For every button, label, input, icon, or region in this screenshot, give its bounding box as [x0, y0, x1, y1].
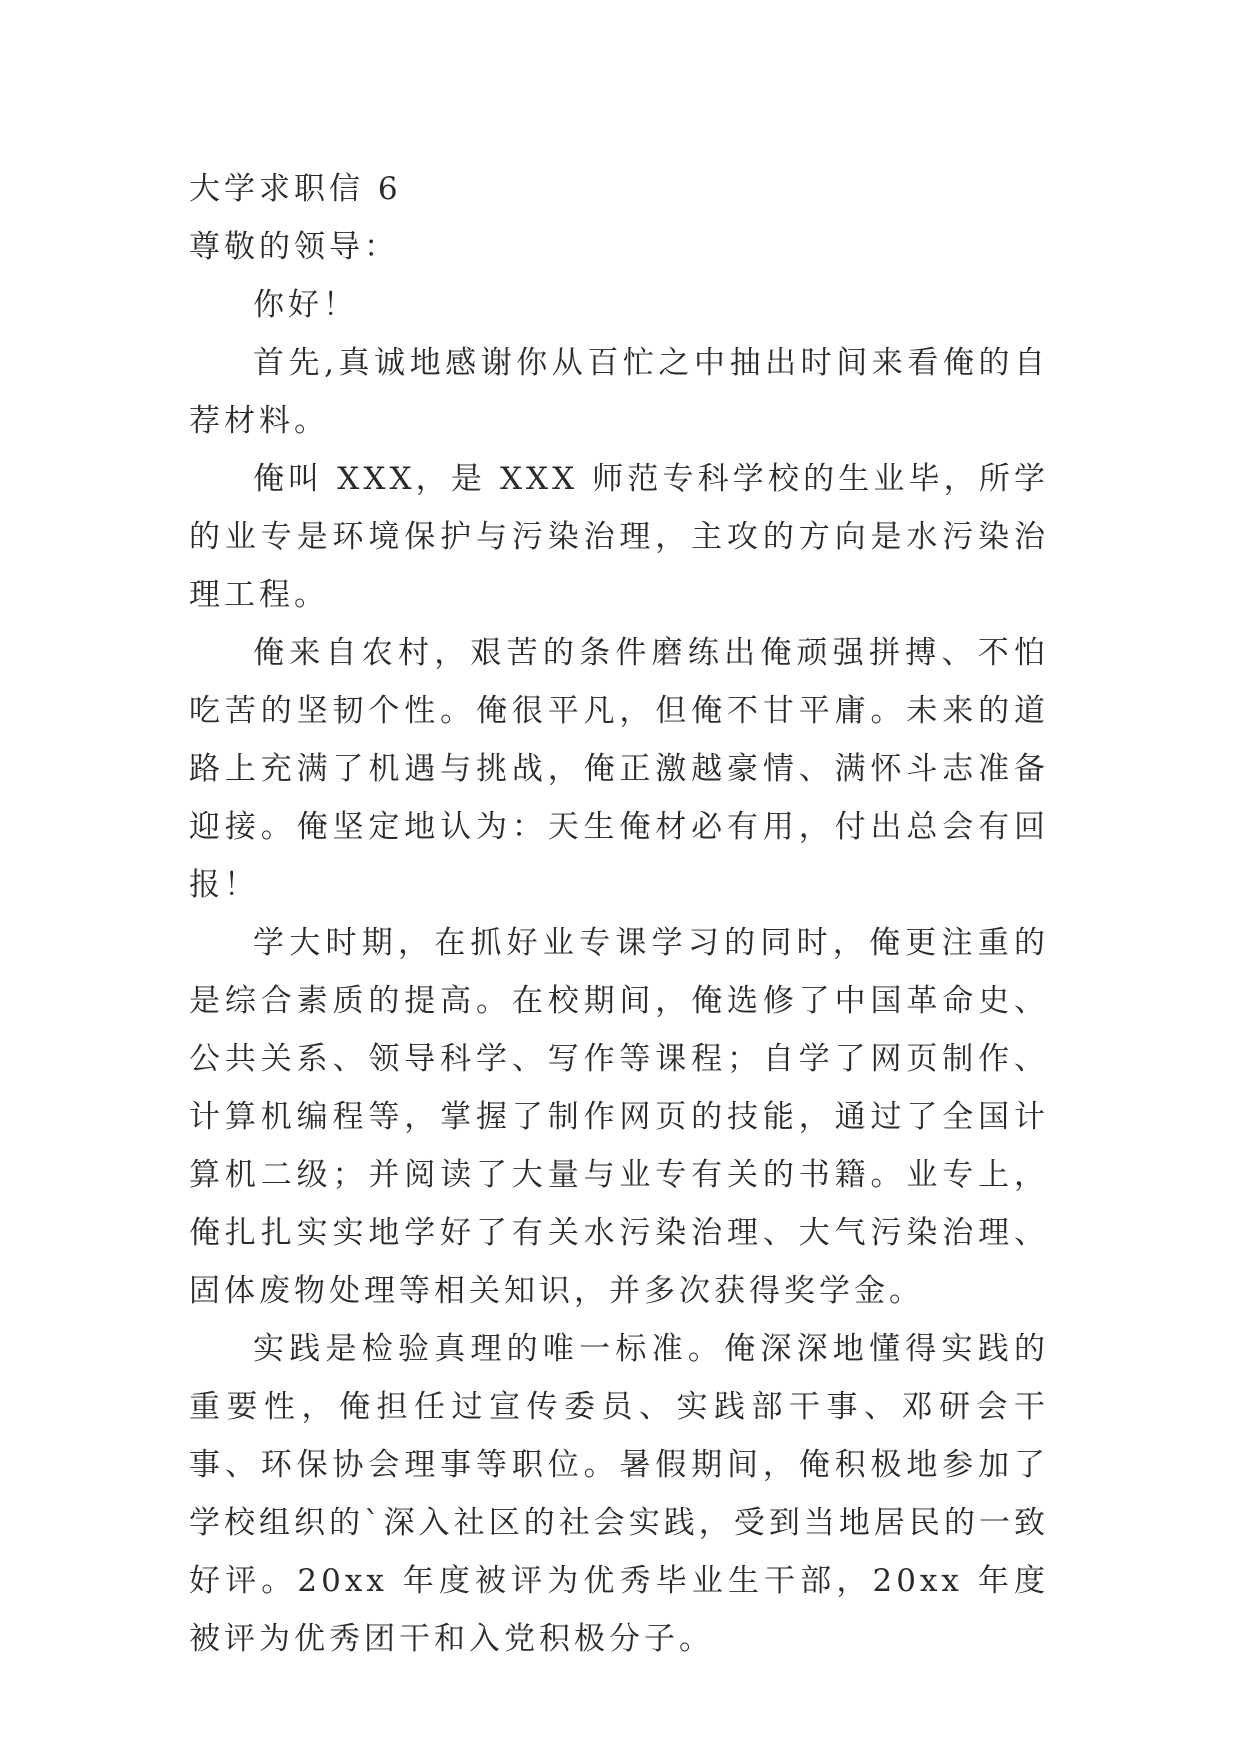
- salutation: [189, 218, 1049, 276]
- letter-body: [189, 276, 1049, 1668]
- paragraph-study: 学大时期，在抓好业专课学习的同时，俺更注重的是综合素质的提高。在校期间，俺选修了中国革命史、公共关系、领导科学、写作等课程；自学了网页制作、计算机编程等，掌握了制作网页的技能，通过了全国计算机二级；并阅读了大量与业专有关的书籍。业专上，俺扎扎实实地学好了有关水污染治理、大气污染治理、固体废物处理等相关知识，并多次获得奖学金。: [189, 925, 1049, 1309]
- paragraph-introduction: 俺叫 XXX，是 XXX 师范专科学校的生业毕，所学的业专是环境保护与污染治理，主攻的方向是水污染治理工程。: [189, 461, 1049, 613]
- document-title: [189, 160, 1049, 218]
- salutation-text: 尊敬的领导：: [189, 229, 399, 265]
- paragraph-thanks: 首先,真诚地感谢你从百忙之中抽出时间来看俺的自荐材料。: [189, 345, 1049, 439]
- paragraph-background: 俺来自农村，艰苦的条件磨练出俺顽强拼搏、不怕吃苦的坚韧个性。俺很平凡，但俺不甘平庸。未来的道路上充满了机遇与挑战，俺正激越豪情、满怀斗志准备迎接。俺坚定地认为：天生俺材必有用，付出总会有回报！: [189, 635, 1049, 903]
- paragraph-practice: 实践是检验真理的唯一标准。俺深深地懂得实践的重要性，俺担任过宣传委员、实践部干事、邓研会干事、环保协会理事等职位。暑假期间，俺积极地参加了学校组织的`深入社区的社会实践，受到当地居民的一致好评。20xx 年度被评为优秀毕业生干部，20xx 年度被评为优秀团干和入党积极分子。: [189, 1331, 1049, 1657]
- title-text: 大学求职信 6: [189, 171, 402, 207]
- paragraph-greeting: 你好！: [253, 287, 358, 323]
